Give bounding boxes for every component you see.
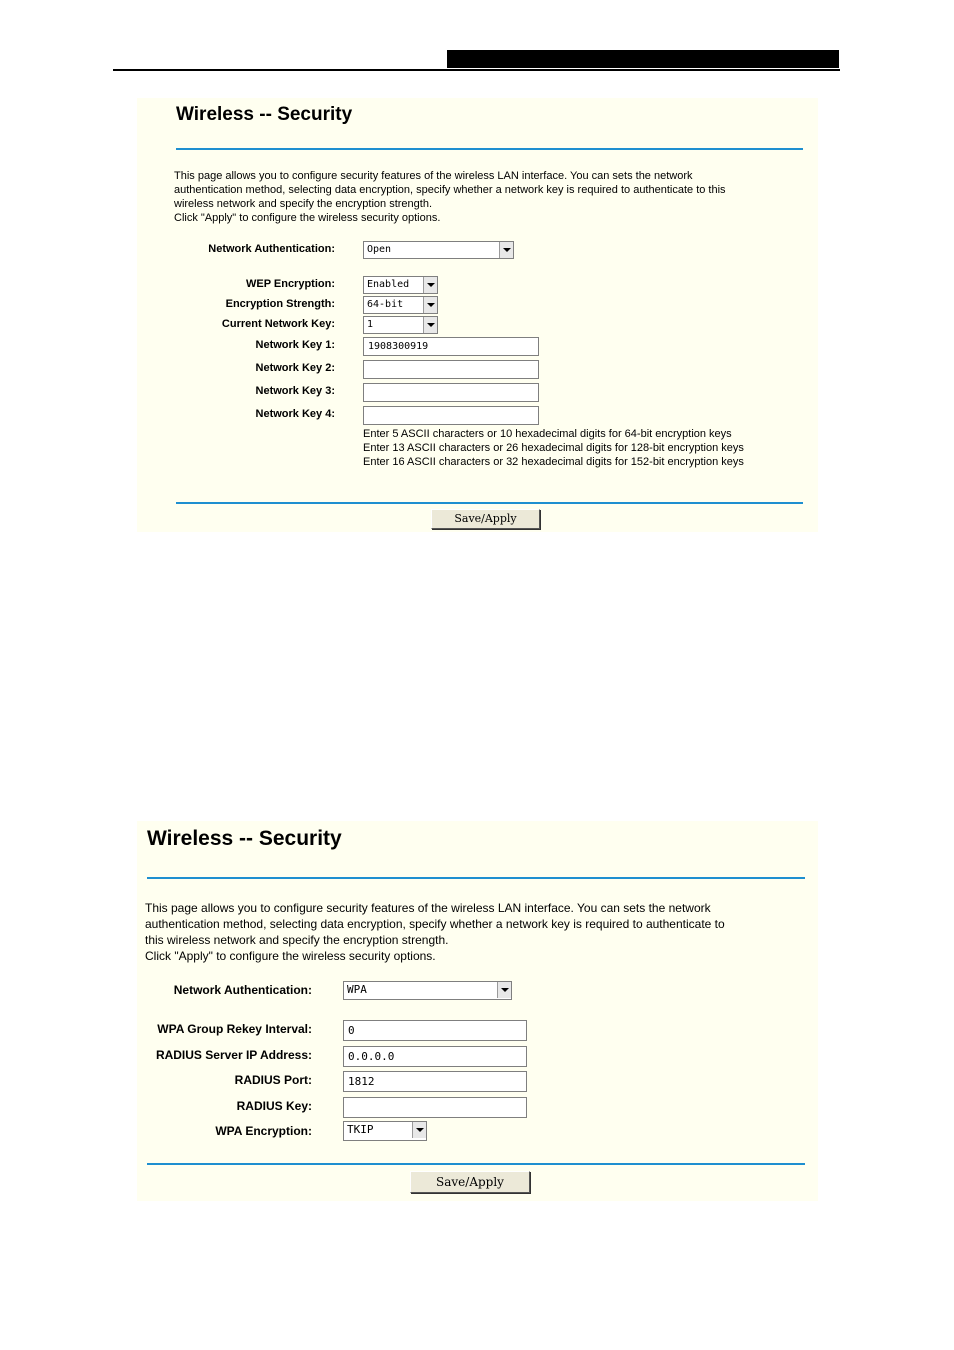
wep-encryption-label: WEP Encryption: [245, 278, 335, 290]
wireless-security-panel-wpa [137, 821, 818, 1201]
footer-divider [147, 1163, 805, 1165]
current-network-key-label: Current Network Key: [221, 318, 335, 330]
hint-line: Enter 5 ASCII characters or 10 hexadecimal digits for 64-bit encryption keys [363, 428, 732, 440]
hint-line: Enter 13 ASCII characters or 26 hexadecimal digits for 128-bit encryption keys [363, 442, 744, 454]
page-title: Wireless -- Security [147, 827, 342, 850]
network-key-1-label: Network Key 1: [255, 339, 335, 351]
encryption-strength-select[interactable] [363, 296, 438, 314]
chevron-down-icon[interactable] [423, 317, 437, 333]
network-authentication-value: WPA [347, 983, 367, 996]
network-key-4-label: Network Key 4: [255, 408, 335, 420]
radius-port-input[interactable]: 1812 [343, 1071, 527, 1092]
save-apply-button[interactable]: Save/Apply [410, 1171, 530, 1193]
description-line: This page allows you to configure security features of the wireless LAN interface. You can sets the network [174, 170, 693, 182]
network-authentication-select[interactable] [343, 981, 512, 1000]
page-description [145, 900, 725, 964]
radius-port-label: RADIUS Port: [234, 1073, 312, 1087]
encryption-strength-value: 64-bit [367, 299, 404, 310]
radius-server-ip-label: RADIUS Server IP Address: [155, 1048, 312, 1062]
footer-divider [176, 502, 803, 504]
description-line: authentication method, selecting data encryption, specify whether a network key is required to authenticate to this [174, 184, 726, 196]
title-divider [147, 877, 805, 879]
wep-encryption-select[interactable] [363, 276, 438, 294]
radius-server-ip-input[interactable]: 0.0.0.0 [343, 1046, 527, 1067]
wpa-group-rekey-interval-label: WPA Group Rekey Interval: [157, 1022, 312, 1036]
current-network-key-select[interactable] [363, 316, 438, 334]
wireless-security-panel-open [137, 98, 818, 532]
description-line: this wireless network and specify the encryption strength. [145, 933, 449, 947]
description-line: Click "Apply" to configure the wireless security options. [145, 949, 436, 963]
page-title: Wireless -- Security [176, 104, 353, 125]
wpa-encryption-value: TKIP [347, 1123, 374, 1136]
page-description [174, 169, 726, 225]
network-authentication-select[interactable] [363, 241, 514, 259]
description-line: This page allows you to configure security features of the wireless LAN interface. You can sets the network [145, 901, 711, 915]
document-header-rule [113, 69, 840, 71]
current-network-key-value: 1 [367, 319, 374, 330]
network-key-3-input[interactable] [363, 383, 539, 402]
description-line: authentication method, selecting data encryption, specify whether a network key is required to authenticate to [145, 917, 725, 931]
chevron-down-icon[interactable] [497, 982, 511, 998]
network-key-4-input[interactable] [363, 406, 539, 425]
description-line: wireless network and specify the encryption strength. [174, 198, 433, 210]
radius-key-input[interactable] [343, 1097, 527, 1118]
title-divider [176, 148, 803, 150]
hint-line: Enter 16 ASCII characters or 32 hexadecimal digits for 152-bit encryption keys [363, 456, 744, 468]
description-line: Click "Apply" to configure the wireless security options. [174, 212, 441, 224]
chevron-down-icon[interactable] [423, 277, 437, 293]
wpa-encryption-label: WPA Encryption: [215, 1124, 312, 1138]
network-key-2-input[interactable] [363, 360, 539, 379]
network-key-1-input[interactable]: 1908300919 [363, 337, 539, 356]
network-key-2-label: Network Key 2: [255, 362, 335, 374]
chevron-down-icon[interactable] [423, 297, 437, 313]
wpa-encryption-select[interactable] [343, 1121, 427, 1141]
save-apply-button[interactable]: Save/Apply [431, 509, 540, 529]
chevron-down-icon[interactable] [412, 1122, 426, 1138]
key-format-hints [363, 427, 744, 469]
encryption-strength-label: Encryption Strength: [225, 298, 335, 310]
radius-key-label: RADIUS Key: [236, 1099, 312, 1113]
document-header-bar [447, 50, 839, 68]
network-key-3-label: Network Key 3: [255, 385, 335, 397]
network-authentication-value: Open [367, 244, 392, 255]
wpa-group-rekey-interval-input[interactable]: 0 [343, 1020, 527, 1041]
network-authentication-label: Network Authentication: [173, 983, 312, 997]
wep-encryption-value: Enabled [367, 279, 410, 290]
chevron-down-icon[interactable] [499, 242, 513, 258]
network-authentication-label: Network Authentication: [208, 243, 335, 255]
